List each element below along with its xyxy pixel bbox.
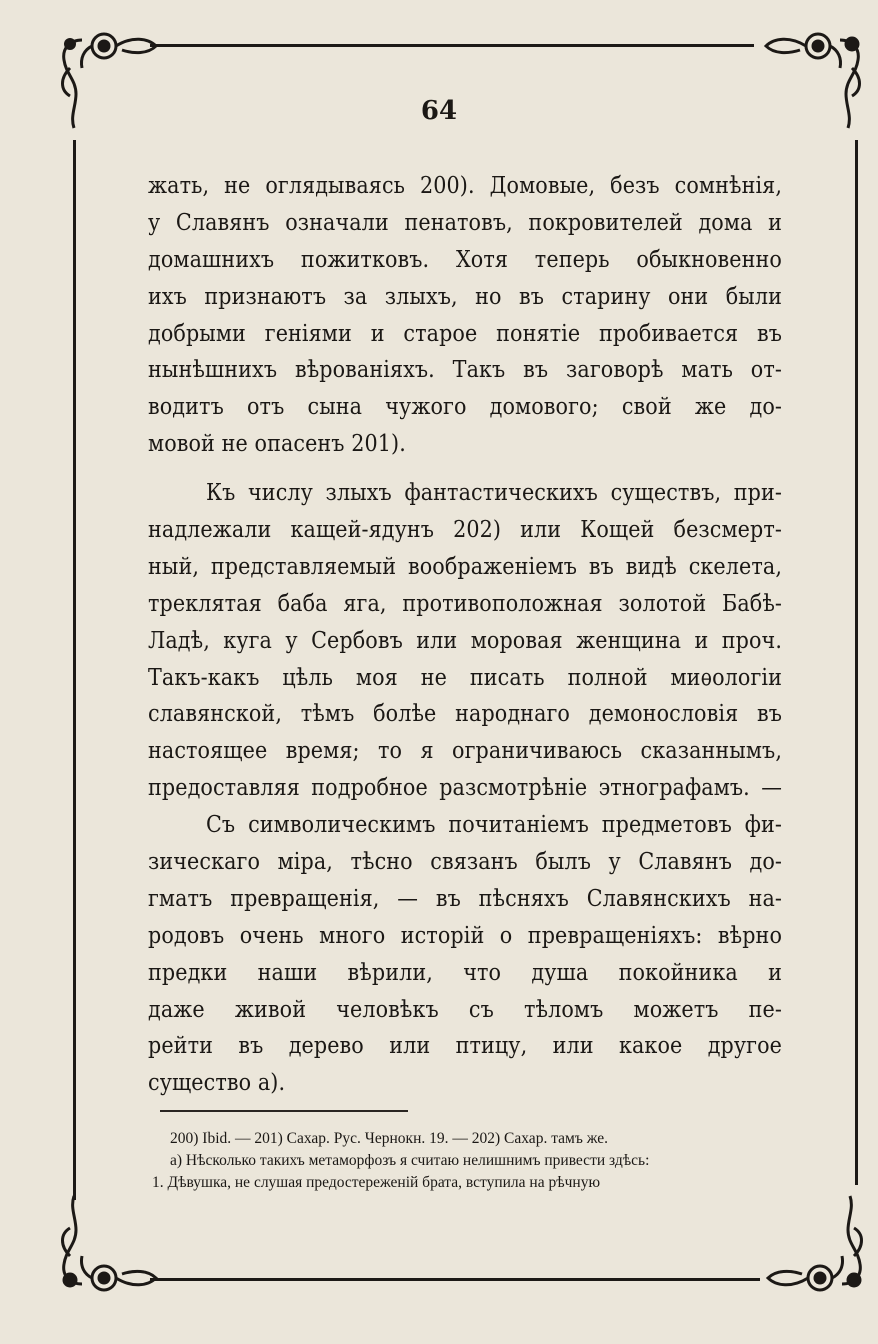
text-line: предоставляя подробное разсмотрѣніе этнографамъ. — (148, 775, 782, 802)
text-line: предки наши вѣрили, что душа покойника и (148, 959, 782, 986)
text-line: у Славянъ означали пенатовъ, покровителей дома и (148, 209, 782, 236)
text-line: домашнихъ пожитковъ. Хотя теперь обыкновенно (148, 246, 782, 273)
footnote-rule (160, 1110, 408, 1112)
text-line: треклятая баба яга, противоположная золотой Бабѣ- (148, 590, 782, 617)
corner-ornament-bottom-right (752, 1190, 872, 1300)
text-line: зическаго міра, тѣсно связанъ былъ у Славянъ до- (148, 849, 782, 876)
text-line: существо а). (148, 1070, 286, 1097)
text-line: славянской, тѣмъ болѣе народнаго демонословія въ (148, 701, 782, 728)
text-line: Къ числу злыхъ фантастическихъ существъ, при- (206, 480, 782, 507)
frame-top-border (150, 44, 754, 47)
frame-left-border (73, 140, 76, 1200)
text-line: добрыми геніями и старое понятіе пробивается въ (148, 320, 782, 347)
text-line: гматъ превращенія, — въ пѣсняхъ Славянскихъ на- (148, 885, 782, 912)
text-line: родовъ очень много исторій о превращеніяхъ: вѣрно (148, 922, 782, 949)
text-line: даже живой человѣкъ съ тѣломъ можетъ пе- (148, 996, 782, 1023)
frame-right-border (855, 140, 858, 1185)
footnotes (152, 1128, 782, 1194)
page-number: 64 (420, 96, 458, 126)
text-line: надлежали кащей-ядунъ 202) или Кощей безсмерт- (148, 517, 782, 544)
corner-ornament-bottom-left (52, 1190, 172, 1300)
text-line: Такъ-какъ цѣль моя не писать полной миѳологіи (148, 664, 782, 691)
text-line: ный, представляемый воображеніемъ въ видѣ скелета, (148, 553, 782, 580)
text-line: Съ символическимъ почитаніемъ предметовъ фи- (206, 812, 782, 839)
text-line: водитъ отъ сына чужого домового; свой же до- (148, 394, 782, 421)
footnote-line: 1. Дѣвушка, не слушая предостереженій брата, вступила на рѣчную (152, 1174, 601, 1191)
text-line: жать, не оглядываясь 200). Домовые, безъ сомнѣнія, (148, 173, 782, 199)
text-line: Ладѣ, куга у Сербовъ или моровая женщина и проч. (148, 627, 782, 654)
text-line: рейти въ дерево или птицу, или какое другое (148, 1033, 782, 1060)
text-line: настоящее время; то я ограничиваюсь сказаннымъ, (148, 738, 782, 765)
text-line: мовой не опасенъ 201). (148, 431, 406, 458)
body-text (148, 168, 782, 1102)
text-line: ихъ признаютъ за злыхъ, но въ старину они были (148, 283, 782, 310)
text-line: нынѣшнихъ вѣрованіяхъ. Такъ въ заговорѣ мать от- (148, 357, 782, 384)
frame-bottom-border (150, 1278, 760, 1281)
footnote-line: а) Нѣсколько такихъ метаморфозъ я считаю нелишнимъ привести здѣсь: (170, 1152, 650, 1169)
footnote-line: 200) Ibid. — 201) Сахар. Рус. Чернокн. 19. — 202) Сахар. тамъ же. (170, 1130, 608, 1147)
